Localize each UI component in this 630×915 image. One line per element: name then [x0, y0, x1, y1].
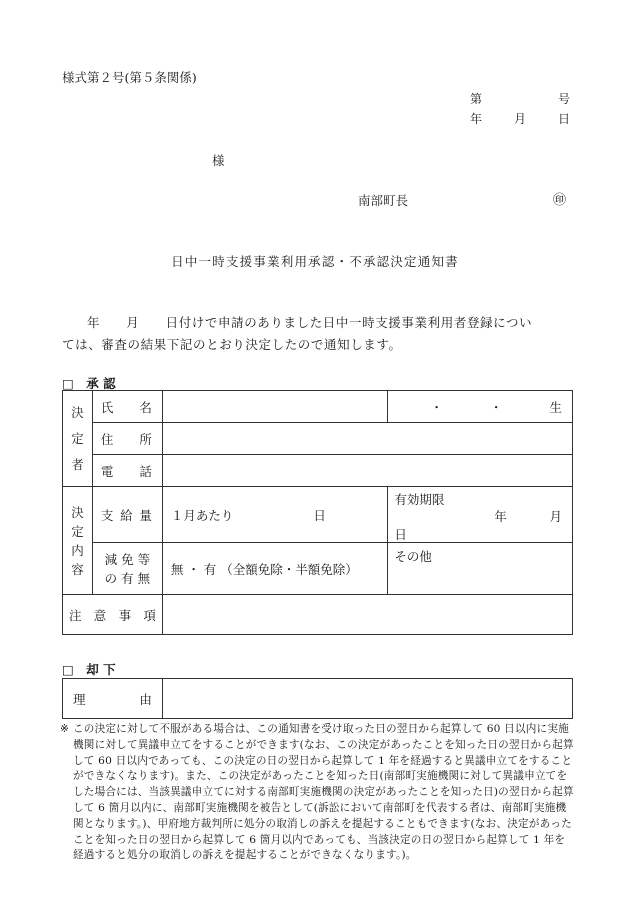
exemption-label: 減 免 等 の 有 無 — [92, 543, 162, 595]
document-title: 日中一時支援事業利用承認・不承認決定通知書 — [171, 254, 459, 269]
reason-label: 理 由 — [63, 679, 163, 719]
birth-date-value[interactable]: ・ ・ 生 — [388, 391, 573, 423]
form-number: 様式第２号(第５条関係) — [62, 70, 197, 85]
rejection-table — [62, 678, 573, 719]
phone-value[interactable] — [162, 455, 572, 487]
address-label: 住 所 — [92, 423, 162, 455]
name-label: 氏 名 — [92, 391, 162, 423]
notes-value[interactable] — [162, 595, 572, 635]
date-year: 年 — [470, 112, 483, 126]
valid-period[interactable]: 有効期限 年 月 日 — [388, 487, 573, 543]
approval-heading: □ 承 認 — [62, 376, 116, 391]
number-prefix: 第 — [470, 92, 483, 106]
decided-person-label: 決定者 — [63, 391, 93, 487]
date-month: 月 — [513, 112, 526, 126]
approval-table — [62, 390, 573, 635]
issuer: 南部町長 — [358, 193, 409, 208]
body-line-2: ては、審査の結果下記のとおり決定したので通知します。 — [62, 337, 402, 352]
other-value[interactable]: その他 — [388, 543, 573, 595]
decision-content-label: 決定内容 — [63, 487, 93, 595]
date-day: 日 — [557, 112, 570, 126]
footnote — [62, 722, 574, 864]
footnote-text: この決定に対して不服がある場合は、この通知書を受け取った日の翌日から起算して 60 日以内に実施機関に対して異議申立てをすることができます(なお、この決定があったことを知った日の翌日から起算して 60 日以内であっても、この決定の日の翌日から起算して 1 年を経過すると異議申立てをすることができなくなります)。また、この決定があったことを知った日(南部町実施機関に対して異議申立てをした場合には、当該異議申立てに対する南部町実施機関の決定があったことを知った日)の翌日から起算して 6 箇月以内に、南部町実施機関を被告として(訴訟において南部町を代表する者は、南部町実施機関となります。)、甲府地方裁判所に処分の取消しの訴えを提起することもできます(なお、決定があったことを知った日の翌日から起算して 6 箇月以内であっても、当該決定の日の翌日から起算して 1 年を経過すると処分の取消しの訴えを提起することができなくなります。)。 — [73, 723, 574, 862]
supply-amount-label: 支 給 量 — [92, 487, 162, 543]
seal-mark: ㊞ — [553, 193, 567, 208]
exemption-value[interactable]: 無 ・ 有 （全額免除・半額免除） — [162, 543, 388, 595]
address-value[interactable] — [162, 423, 572, 455]
addressee: 様 — [212, 153, 225, 168]
number-suffix: 号 — [557, 92, 570, 106]
rejection-heading: □ 却 下 — [62, 662, 116, 677]
footnote-mark: ※ — [60, 723, 70, 735]
body-line-1: 年 月 日付けで申請のありました日中一時支援事業利用者登録につい — [87, 315, 533, 330]
issue-date — [470, 110, 570, 127]
body-text — [62, 312, 572, 356]
supply-amount-value[interactable]: １月あたり 日 — [162, 487, 388, 543]
notes-label: 注 意 事 項 — [63, 595, 163, 635]
document-number — [470, 90, 570, 107]
name-value[interactable] — [162, 391, 388, 423]
reason-value[interactable] — [162, 679, 572, 719]
phone-label: 電 話 — [92, 455, 162, 487]
